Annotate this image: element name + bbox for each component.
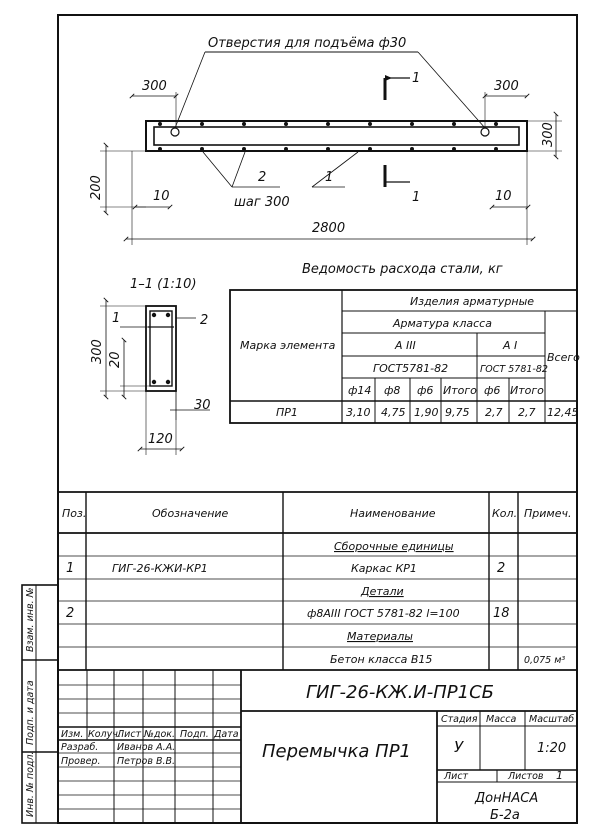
spec-row2-name: ф8АIII ГОСТ 5781-82 l=100	[307, 607, 460, 620]
section-dim-120: 120	[148, 432, 173, 447]
side-label-sign-date: Подп. и дата	[25, 680, 36, 745]
side-strip	[22, 585, 58, 823]
section-mark-bottom: 1	[412, 190, 421, 205]
row-d6a: 1,90	[414, 406, 439, 419]
h-gost1: ГОСТ5781-82	[373, 362, 449, 375]
tb-h-stage: Стадия	[441, 714, 478, 725]
h-class: Арматура класса	[393, 317, 492, 330]
tb-r1-role: Разраб.	[61, 742, 99, 753]
tb-r2-name: Петров В.В.	[117, 756, 176, 767]
spacing-note: шаг 300	[234, 195, 290, 210]
tb-sheets: 1	[556, 769, 563, 782]
dim-300-right: 300	[494, 79, 519, 94]
dim-10-left: 10	[153, 189, 170, 204]
section-dim-30: 30	[194, 398, 211, 413]
tb-h-sheets: Листов	[508, 771, 544, 782]
tb-r2-role: Провер.	[61, 756, 101, 767]
dim-300-left: 300	[142, 79, 167, 94]
row-itog2: 2,7	[518, 406, 536, 419]
h-total: Всего	[547, 351, 580, 364]
spec-row2-qty: 18	[493, 606, 510, 621]
row-d6b: 2,7	[485, 406, 503, 419]
spec-row1-qty: 2	[497, 561, 506, 576]
dim-10-right: 10	[495, 189, 512, 204]
tb-h-kol: Колуч.	[88, 729, 121, 740]
h-d6b: ф6	[484, 384, 501, 397]
spec-row3-note: 0,075 м³	[524, 655, 566, 666]
spec-h-name: Наименование	[350, 507, 436, 520]
row-d14: 3,10	[346, 406, 371, 419]
row-itog1: 9,75	[445, 406, 470, 419]
section-label-1: 1	[112, 311, 121, 326]
spec-section-assemblies: Сборочные единицы	[334, 540, 454, 553]
tb-org2: Б-2а	[490, 808, 520, 823]
spec-row2-pos: 2	[66, 606, 75, 621]
tb-h-izm: Изм.	[61, 729, 84, 740]
specification-table	[58, 492, 577, 670]
tb-scale: 1:20	[537, 741, 567, 756]
tb-h-mass: Масса	[486, 714, 517, 725]
callout-1: 1	[325, 170, 334, 185]
spec-section-parts: Детали	[361, 585, 404, 598]
steel-consumption-table	[230, 262, 580, 423]
dim-height-300: 300	[541, 122, 556, 147]
tb-h-sheet: Лист	[444, 771, 469, 782]
spec-row1-name: Каркас КР1	[351, 562, 417, 575]
row-mark: ПР1	[276, 406, 298, 419]
spec-h-pos: Поз.	[62, 507, 87, 520]
tb-h-ndok: №док.	[144, 729, 176, 740]
h-d6a: ф6	[417, 384, 434, 397]
h-products: Изделия арматурные	[410, 295, 535, 308]
beam-elevation	[89, 36, 562, 245]
spec-h-note: Примеч.	[524, 507, 572, 520]
callout-2: 2	[258, 170, 267, 185]
section-mark-top: 1	[412, 71, 421, 86]
spec-h-qty: Кол.	[492, 507, 518, 520]
row-d8: 4,75	[381, 406, 406, 419]
spec-row1-pos: 1	[66, 561, 75, 576]
tb-h-scale: Масштаб	[529, 714, 575, 725]
h-mark: Марка элемента	[240, 339, 336, 352]
h-itog1: Итого	[443, 384, 477, 397]
section-1-1	[90, 277, 211, 455]
tb-stage: У	[454, 738, 464, 756]
tb-org1: ДонНАСА	[475, 791, 539, 806]
dim-200: 200	[89, 175, 104, 200]
spec-section-materials: Материалы	[347, 630, 413, 643]
h-d8: ф8	[384, 384, 401, 397]
lifting-holes-note: Отверстия для подъёма ф30	[208, 36, 407, 51]
doc-code: ГИГ-26-КЖ.И-ПР1СБ	[306, 682, 495, 703]
tb-h-podp: Подп.	[180, 729, 209, 740]
h-gost2: ГОСТ 5781-82	[480, 364, 548, 375]
h-d14: ф14	[348, 384, 372, 397]
section-dim-300: 300	[90, 339, 105, 364]
tb-r1-name: Иванов А.А.	[117, 742, 176, 753]
title-block	[58, 670, 577, 823]
drawing-title: Перемычка ПР1	[262, 741, 412, 762]
dim-2800: 2800	[312, 221, 346, 236]
side-label-replace-inv: Взам. инв. №	[25, 587, 36, 652]
steel-table-title: Ведомость расхода стали, кг	[302, 262, 503, 277]
spec-h-designation: Обозначение	[152, 507, 229, 520]
section-title: 1–1 (1:10)	[130, 277, 197, 292]
h-a3: А III	[395, 339, 416, 352]
side-label-orig-inv: Инв. № подл.	[25, 751, 36, 817]
row-total: 12,45	[547, 406, 579, 419]
tb-h-data: Дата	[214, 729, 239, 740]
tb-h-list: Лист	[117, 729, 142, 740]
section-dim-20: 20	[108, 351, 123, 368]
h-a1: А I	[503, 339, 518, 352]
spec-row3-name: Бетон класса В15	[330, 653, 433, 666]
section-label-2: 2	[200, 313, 209, 328]
h-itog2: Итого	[510, 384, 544, 397]
spec-row1-designation: ГИГ-26-КЖИ-КР1	[112, 562, 208, 575]
